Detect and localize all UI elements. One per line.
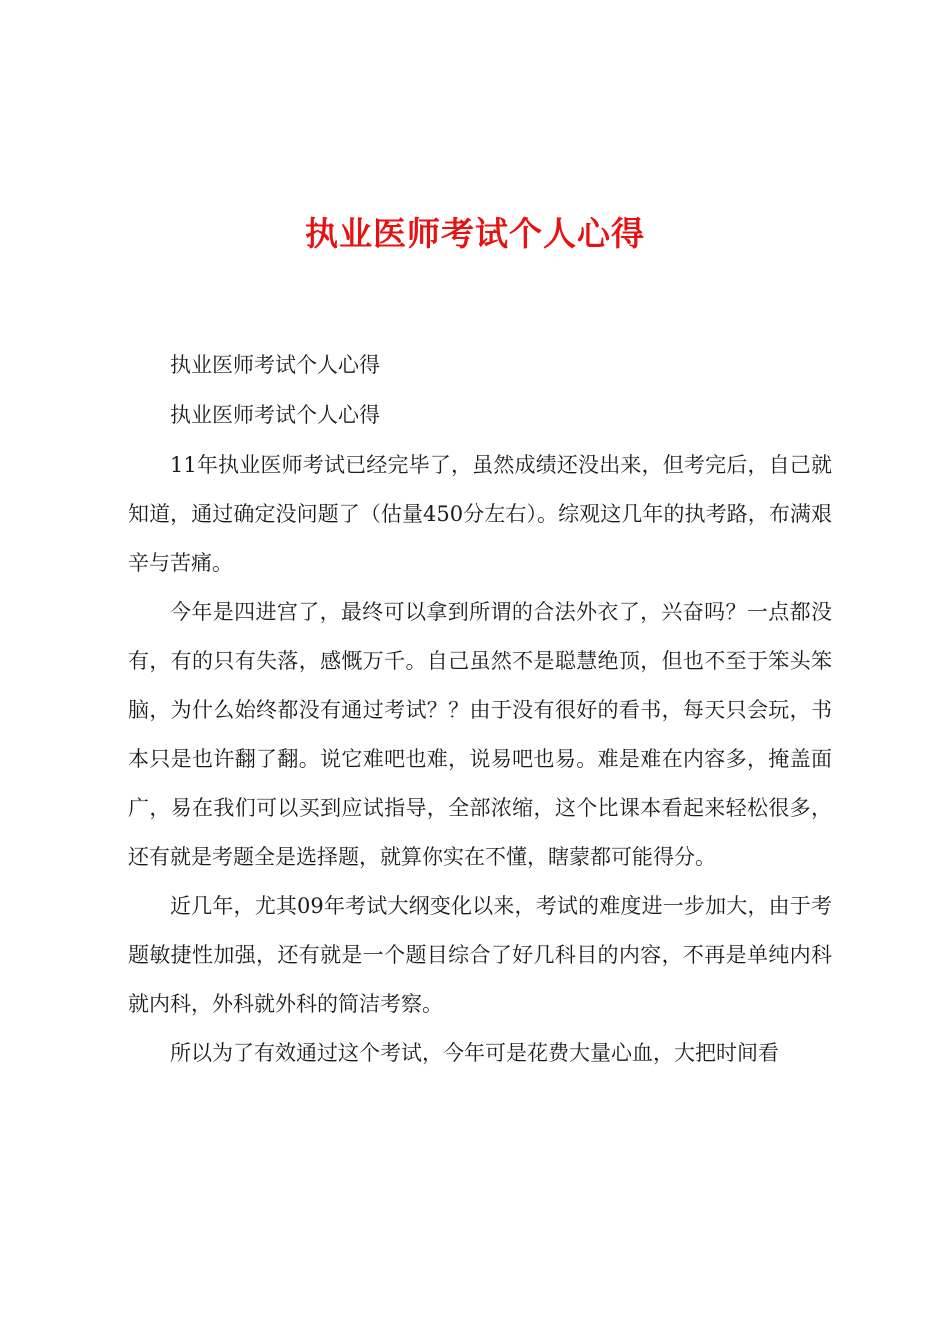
paragraph-effort: 所以为了有效通过这个考试，今年可是花费大量心血，大把时间看 [170,1041,779,1065]
paragraph-feelings: 今年是四进宫了，最终可以拿到所谓的合法外衣了，兴奋吗？一点都没有，有的只有失落，感慨万千。自己虽然不是聪慧绝顶，但也不至于笨头笨脑，为什么始终都没有通过考试？？由于没有很好的看书，每天只会玩，书本只是也许翻了翻。说它难吧也难，说易吧也易。难是难在内容多，掩盖面广，易在我们可以买到应试指导，全部浓缩，这个比课本看起来轻松很多，还有就是考题全是选择题，就算你实在不懂，瞎蒙都可能得分。 [128,600,832,869]
document-title: 执业医师考试个人心得 [305,214,645,253]
document-body [128,341,832,1078]
paragraph-intro: 11年执业医师考试已经完毕了，虽然成绩还没出来，但考完后，自己就知道，通过确定没问题了（估量450分左右）。综观这几年的执考路，布满艰辛与苦痛。 [128,453,832,575]
paragraph-subtitle-1: 执业医师考试个人心得 [170,353,380,377]
paragraph-subtitle-2: 执业医师考试个人心得 [170,403,380,427]
paragraph-difficulty: 近几年，尤其09年考试大纲变化以来，考试的难度进一步加大，由于考题敏捷性加强，还有就是一个题目综合了好几科目的内容，不再是单纯内科就内科，外科就外科的简洁考察。 [128,894,832,1016]
